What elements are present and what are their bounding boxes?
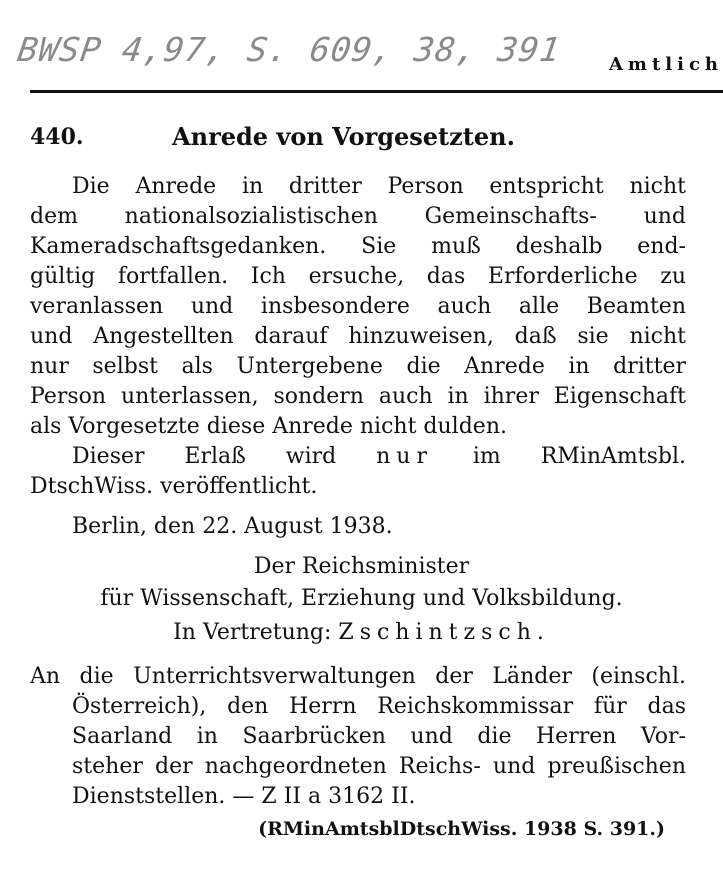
recipients-line: Saarland in Saarbrücken und die Herren Vor- — [72, 724, 686, 749]
publication-text: im RMinAmtsbl. — [472, 444, 686, 469]
publication-note-line — [72, 442, 686, 472]
recipients-line: An die Unterrichtsverwaltungen der Länder (einschl. — [30, 664, 686, 689]
recipients-line: Dienststellen. — Z II a 3162 II. — [72, 784, 416, 809]
header-rule — [30, 90, 723, 93]
section-number: 440. — [30, 124, 84, 150]
signature-name: Zschintzsch. — [338, 620, 550, 645]
recipients-line: steher der nachgeordneten Reichs- und preußischen — [72, 754, 686, 779]
publication-text: Dieser Erlaß wird — [72, 444, 337, 469]
publication-note-line: DtschWiss. veröffentlicht. — [30, 474, 318, 499]
body-line: als Vorgesetzte diese Anrede nicht dulden. — [30, 414, 507, 439]
recipients-line: Österreich), den Herrn Reichskommissar für das — [72, 694, 686, 719]
signature-ministry: für Wissenschaft, Erziehung und Volksbildung. — [100, 586, 623, 611]
source-reference: (RMinAmtsblDtschWiss. 1938 S. 391.) — [258, 818, 665, 840]
body-line: dem nationalsozialistischen Gemeinschafts- und — [30, 204, 686, 229]
publication-emphasis: nur — [376, 444, 433, 469]
body-line: veranlassen und insbesondere auch alle Beamten — [30, 294, 686, 319]
signature-deputy-prefix: In Vertretung: — [173, 620, 332, 645]
body-line: gültig fortfallen. Ich ersuche, das Erforderliche zu — [30, 264, 686, 289]
body-line: nur selbst als Untergebene die Anrede in dritter — [30, 354, 686, 379]
body-line: Kameradschaftsgedanken. Sie muß deshalb end- — [30, 234, 686, 259]
handwritten-archive-stamp: BWSP 4,97, S. 609, 38, 391 — [15, 30, 564, 69]
body-line: Person unterlassen, sondern auch in ihrer Eigenschaft — [30, 384, 686, 409]
signature-title: Der Reichsminister — [253, 554, 470, 579]
place-date: Berlin, den 22. August 1938. — [72, 514, 393, 539]
body-line: Die Anrede in dritter Person entspricht nicht — [72, 174, 686, 199]
body-line: und Angestellten darauf hinzuweisen, daß sie nicht — [30, 324, 686, 349]
signature-deputy — [0, 618, 723, 648]
section-title: Anrede von Vorgesetzten. — [172, 122, 515, 151]
running-head: Amtlich — [608, 54, 723, 75]
